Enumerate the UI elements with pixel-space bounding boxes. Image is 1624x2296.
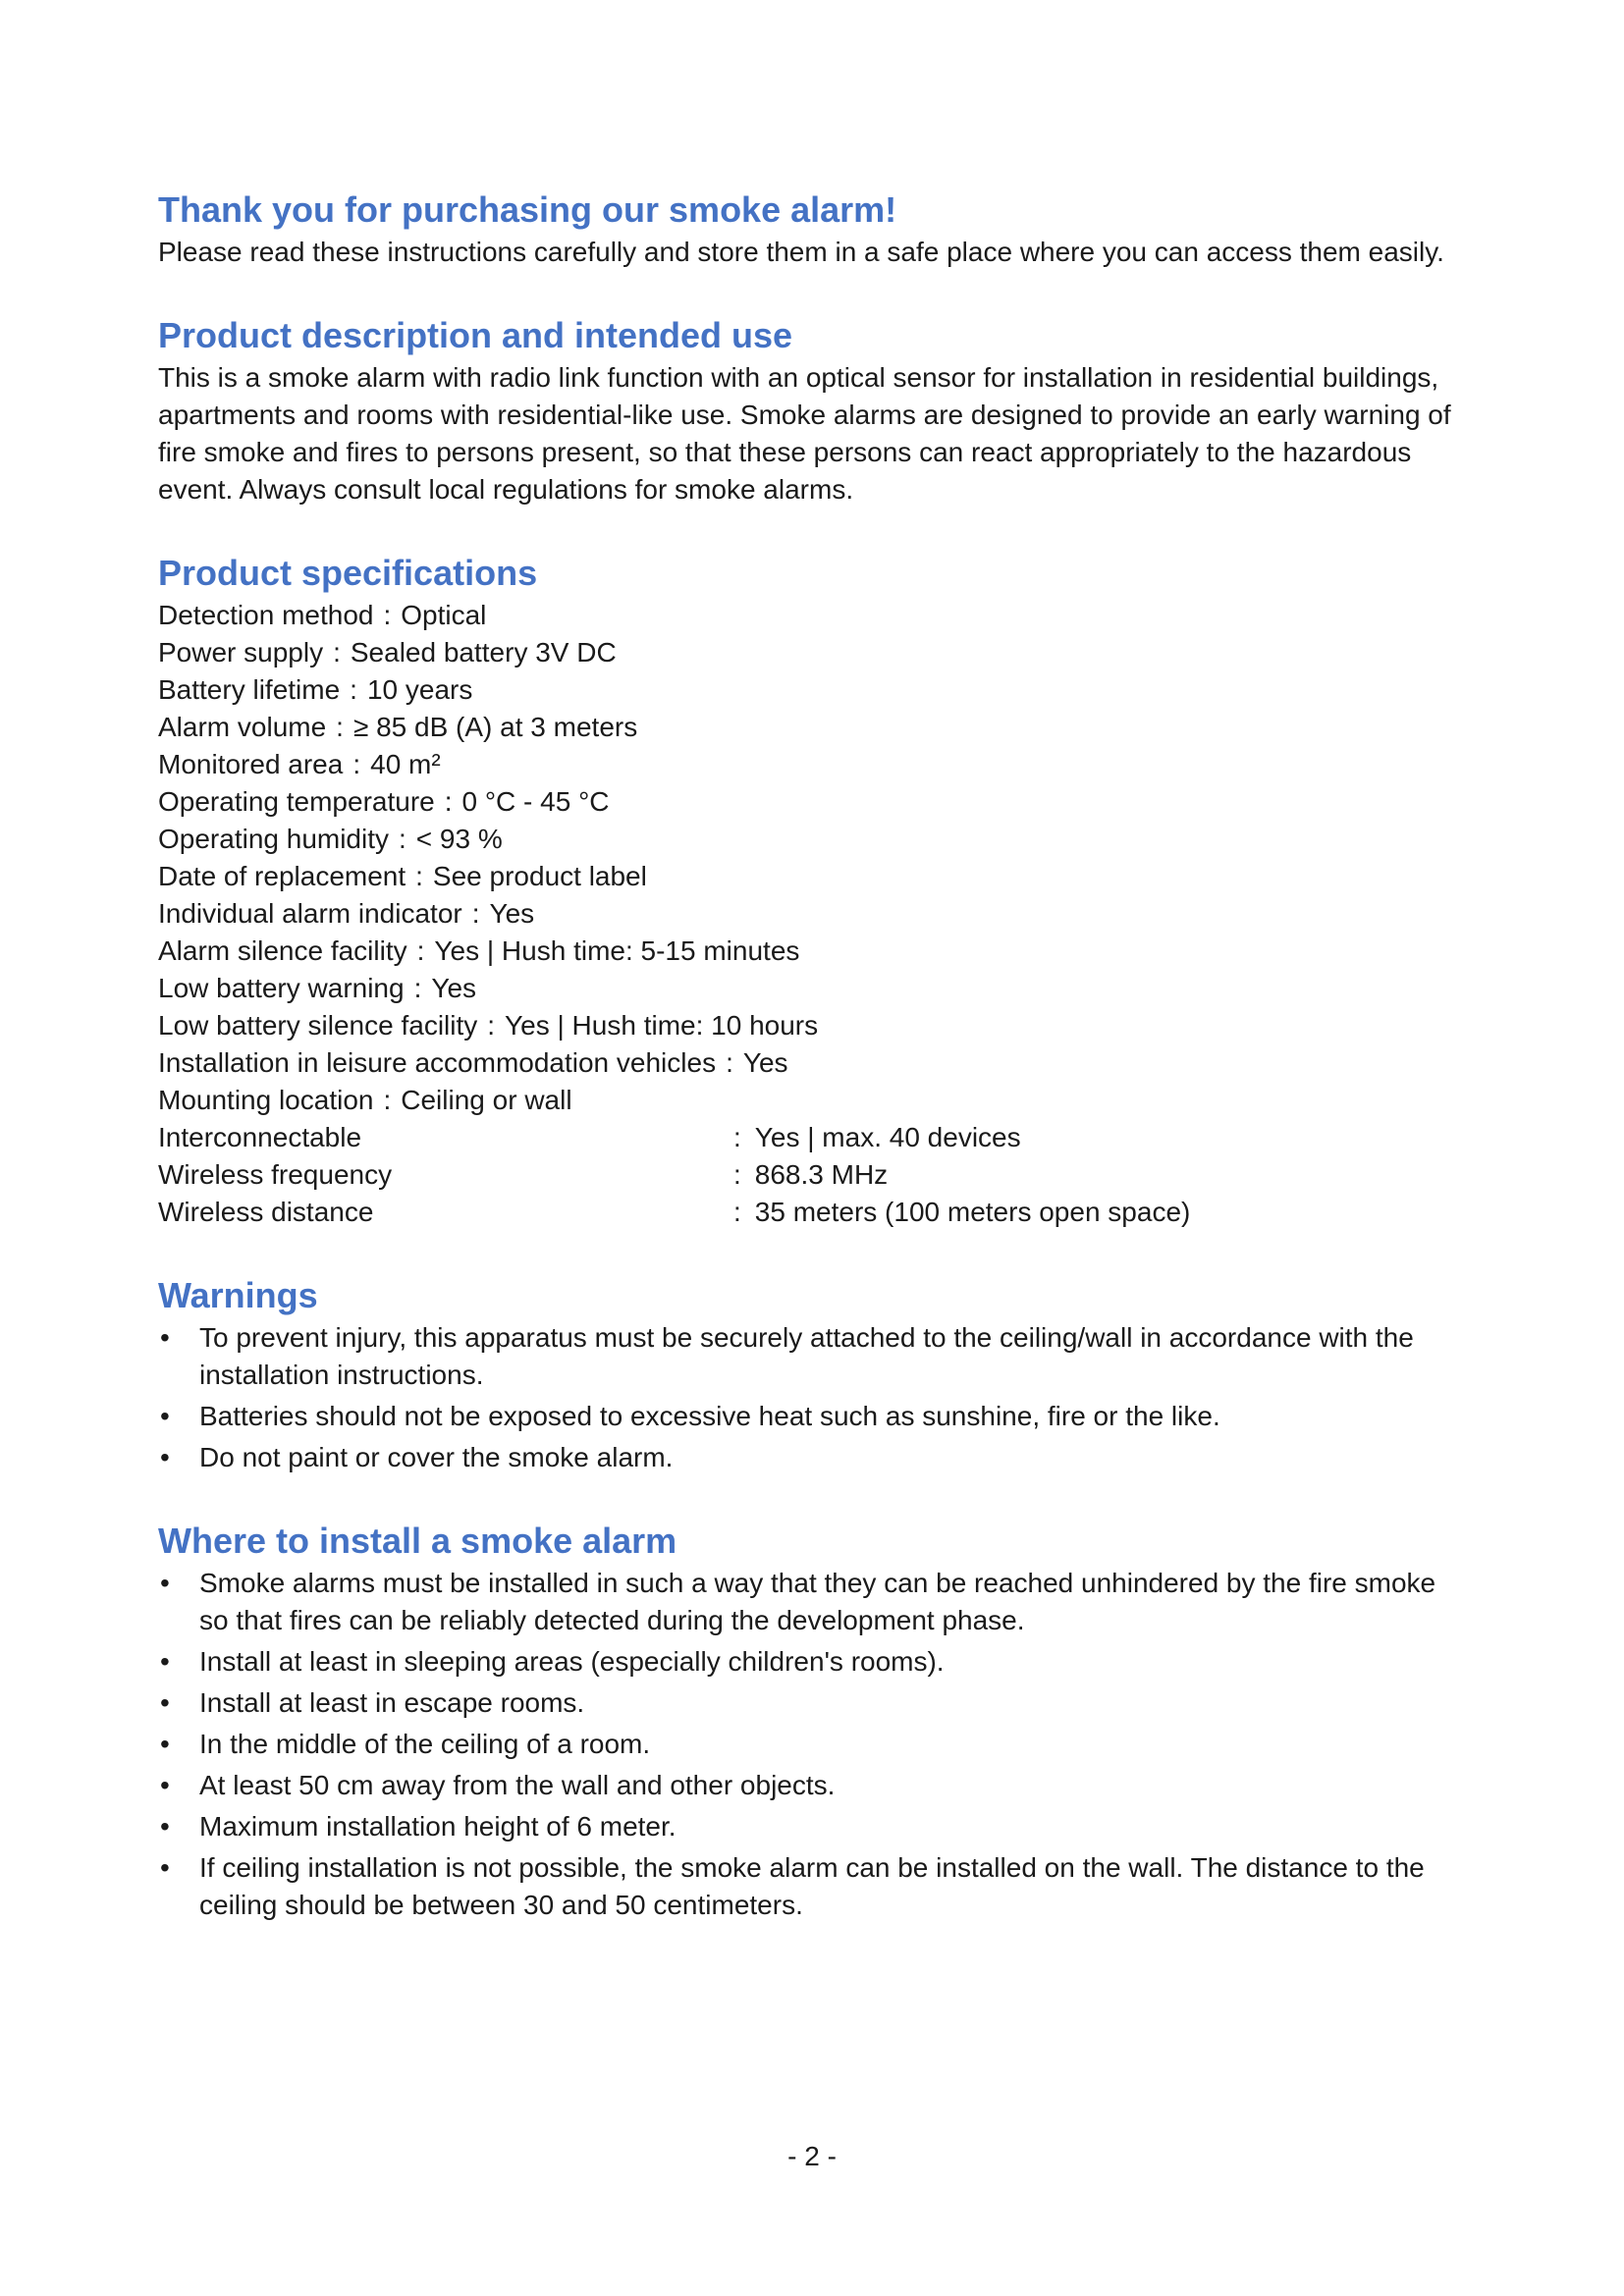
spec-value: Ceiling or wall	[401, 1085, 572, 1115]
list-item	[158, 1439, 1454, 1476]
spec-label: Low battery warning	[158, 973, 405, 1003]
spec-row	[158, 1044, 1454, 1082]
spec-value: Yes	[489, 898, 535, 929]
list-item	[158, 1565, 1454, 1639]
install-title: Where to install a smoke alarm	[158, 1521, 677, 1561]
spec-value: ≥ 85 dB (A) at 3 meters	[352, 712, 638, 742]
spec-separator: :	[444, 786, 453, 817]
spec-separator: :	[383, 1085, 392, 1115]
spec-separator: :	[733, 1122, 741, 1152]
spec-value: Yes	[742, 1047, 788, 1078]
description-text: This is a smoke alarm with radio link function with an optical sensor for installation in residential buildings, apartments and rooms with residential-like use. Smoke alarms are designed to provide an early warning of fire smoke and fires to persons present, so that these persons can react appropriately to the hazardous event. Always consult local regulations for smoke alarms.	[158, 362, 1451, 505]
spec-separator: :	[471, 898, 480, 929]
spec-value: 10 years	[366, 674, 473, 705]
warnings-list	[158, 1319, 1454, 1476]
list-item-text: In the middle of the ceiling of a room.	[199, 1729, 651, 1759]
list-item-text: At least 50 cm away from the wall and other objects.	[199, 1770, 836, 1800]
spec-label: Individual alarm indicator	[158, 898, 462, 929]
spec-label: Wireless frequency	[158, 1159, 393, 1190]
spec-value: See product label	[432, 861, 647, 891]
spec-separator: :	[487, 1010, 496, 1041]
intro-section	[158, 187, 1454, 271]
spec-label: Wireless distance	[158, 1197, 374, 1227]
spec-label: Date of replacement	[158, 861, 406, 891]
spec-label: Battery lifetime	[158, 674, 341, 705]
list-item-text: To prevent injury, this apparatus must be securely attached to the ceiling/wall in accordance with the installation instructions.	[199, 1322, 1414, 1390]
install-list	[158, 1565, 1454, 1924]
list-item-text: If ceiling installation is not possible, the smoke alarm can be installed on the wall. The distance to the ceiling should be between 30 and 50 centimeters.	[199, 1852, 1425, 1920]
spec-row	[158, 858, 1454, 895]
spec-value: Yes | max. 40 devices	[754, 1122, 1021, 1152]
list-item-text: Maximum installation height of 6 meter.	[199, 1811, 677, 1842]
spec-row	[158, 1119, 1454, 1156]
spec-label: Installation in leisure accommodation vehicles	[158, 1047, 717, 1078]
spec-row	[158, 895, 1454, 933]
bullet-icon: •	[160, 1568, 170, 1598]
spec-row	[158, 1156, 1454, 1194]
bullet-icon: •	[160, 1811, 170, 1842]
bullet-icon: •	[160, 1322, 170, 1353]
bullet-icon: •	[160, 1852, 170, 1883]
spec-row	[158, 970, 1454, 1007]
spec-value: Yes | Hush time: 5-15 minutes	[434, 935, 800, 966]
spec-separator: :	[352, 749, 361, 779]
spec-value: Optical	[401, 600, 487, 630]
spec-value: < 93 %	[415, 824, 503, 854]
bullet-icon: •	[160, 1442, 170, 1472]
spec-value: 35 meters (100 meters open space)	[754, 1197, 1191, 1227]
spec-row	[158, 746, 1454, 783]
spec-separator: :	[733, 1197, 741, 1227]
intro-title: Thank you for purchasing our smoke alarm!	[158, 189, 897, 230]
spec-separator: :	[415, 861, 423, 891]
spec-value: 868.3 MHz	[754, 1159, 889, 1190]
spec-row	[158, 933, 1454, 970]
bullet-icon: •	[160, 1687, 170, 1718]
spec-separator: :	[726, 1047, 733, 1078]
bullet-icon: •	[160, 1729, 170, 1759]
bullet-icon: •	[160, 1401, 170, 1431]
spec-separator: :	[413, 973, 422, 1003]
spec-separator: :	[383, 600, 392, 630]
intro-text: Please read these instructions carefully and store them in a safe place where you can access them easily.	[158, 237, 1444, 267]
spec-label: Low battery silence facility	[158, 1010, 478, 1041]
list-item	[158, 1398, 1454, 1435]
spec-value: 40 m²	[370, 749, 441, 779]
list-item	[158, 1767, 1454, 1804]
spec-label: Alarm silence facility	[158, 935, 407, 966]
list-item	[158, 1319, 1454, 1394]
page-number: - 2 -	[787, 2141, 837, 2171]
spec-label: Interconnectable	[158, 1122, 362, 1152]
spec-label: Operating humidity	[158, 824, 390, 854]
spec-label: Detection method	[158, 600, 374, 630]
spec-label: Alarm volume	[158, 712, 327, 742]
description-section	[158, 312, 1454, 508]
bullet-icon: •	[160, 1646, 170, 1677]
warnings-section	[158, 1272, 1454, 1476]
list-item	[158, 1808, 1454, 1845]
spec-list	[158, 597, 1454, 1231]
spec-label: Monitored area	[158, 749, 344, 779]
spec-row	[158, 597, 1454, 634]
list-item	[158, 1849, 1454, 1924]
spec-value: Sealed battery 3V DC	[350, 637, 617, 667]
list-item	[158, 1726, 1454, 1763]
spec-separator: :	[333, 637, 341, 667]
install-section	[158, 1518, 1454, 1924]
bullet-icon: •	[160, 1770, 170, 1800]
spec-separator: :	[733, 1159, 741, 1190]
spec-value: Yes | Hush time: 10 hours	[505, 1010, 819, 1041]
spec-row	[158, 709, 1454, 746]
spec-row	[158, 783, 1454, 821]
spec-row	[158, 1194, 1454, 1231]
spec-separator: :	[350, 674, 357, 705]
spec-row	[158, 671, 1454, 709]
spec-label: Power supply	[158, 637, 324, 667]
spec-row	[158, 634, 1454, 671]
list-item-text: Install at least in escape rooms.	[199, 1687, 585, 1718]
spec-separator: :	[336, 712, 344, 742]
list-item-text: Do not paint or cover the smoke alarm.	[199, 1442, 674, 1472]
list-item-text: Smoke alarms must be installed in such a way that they can be reached unhindered by the fire smoke so that fires can be reliably detected during the development phase.	[199, 1568, 1436, 1635]
list-item-text: Install at least in sleeping areas (especially children's rooms).	[199, 1646, 945, 1677]
document-page	[158, 187, 1454, 1965]
spec-value: Yes	[431, 973, 477, 1003]
spec-row	[158, 821, 1454, 858]
spec-separator: :	[416, 935, 425, 966]
list-item-text: Batteries should not be exposed to excessive heat such as sunshine, fire or the like.	[199, 1401, 1220, 1431]
description-title: Product description and intended use	[158, 315, 793, 355]
spec-label: Mounting location	[158, 1085, 374, 1115]
spec-separator: :	[399, 824, 406, 854]
warnings-title: Warnings	[158, 1275, 318, 1315]
specifications-title: Product specifications	[158, 553, 538, 593]
spec-row	[158, 1082, 1454, 1119]
specifications-section	[158, 550, 1454, 1231]
spec-row	[158, 1007, 1454, 1044]
spec-label: Operating temperature	[158, 786, 435, 817]
list-item	[158, 1684, 1454, 1722]
list-item	[158, 1643, 1454, 1681]
spec-value: 0 °C - 45 °C	[461, 786, 610, 817]
